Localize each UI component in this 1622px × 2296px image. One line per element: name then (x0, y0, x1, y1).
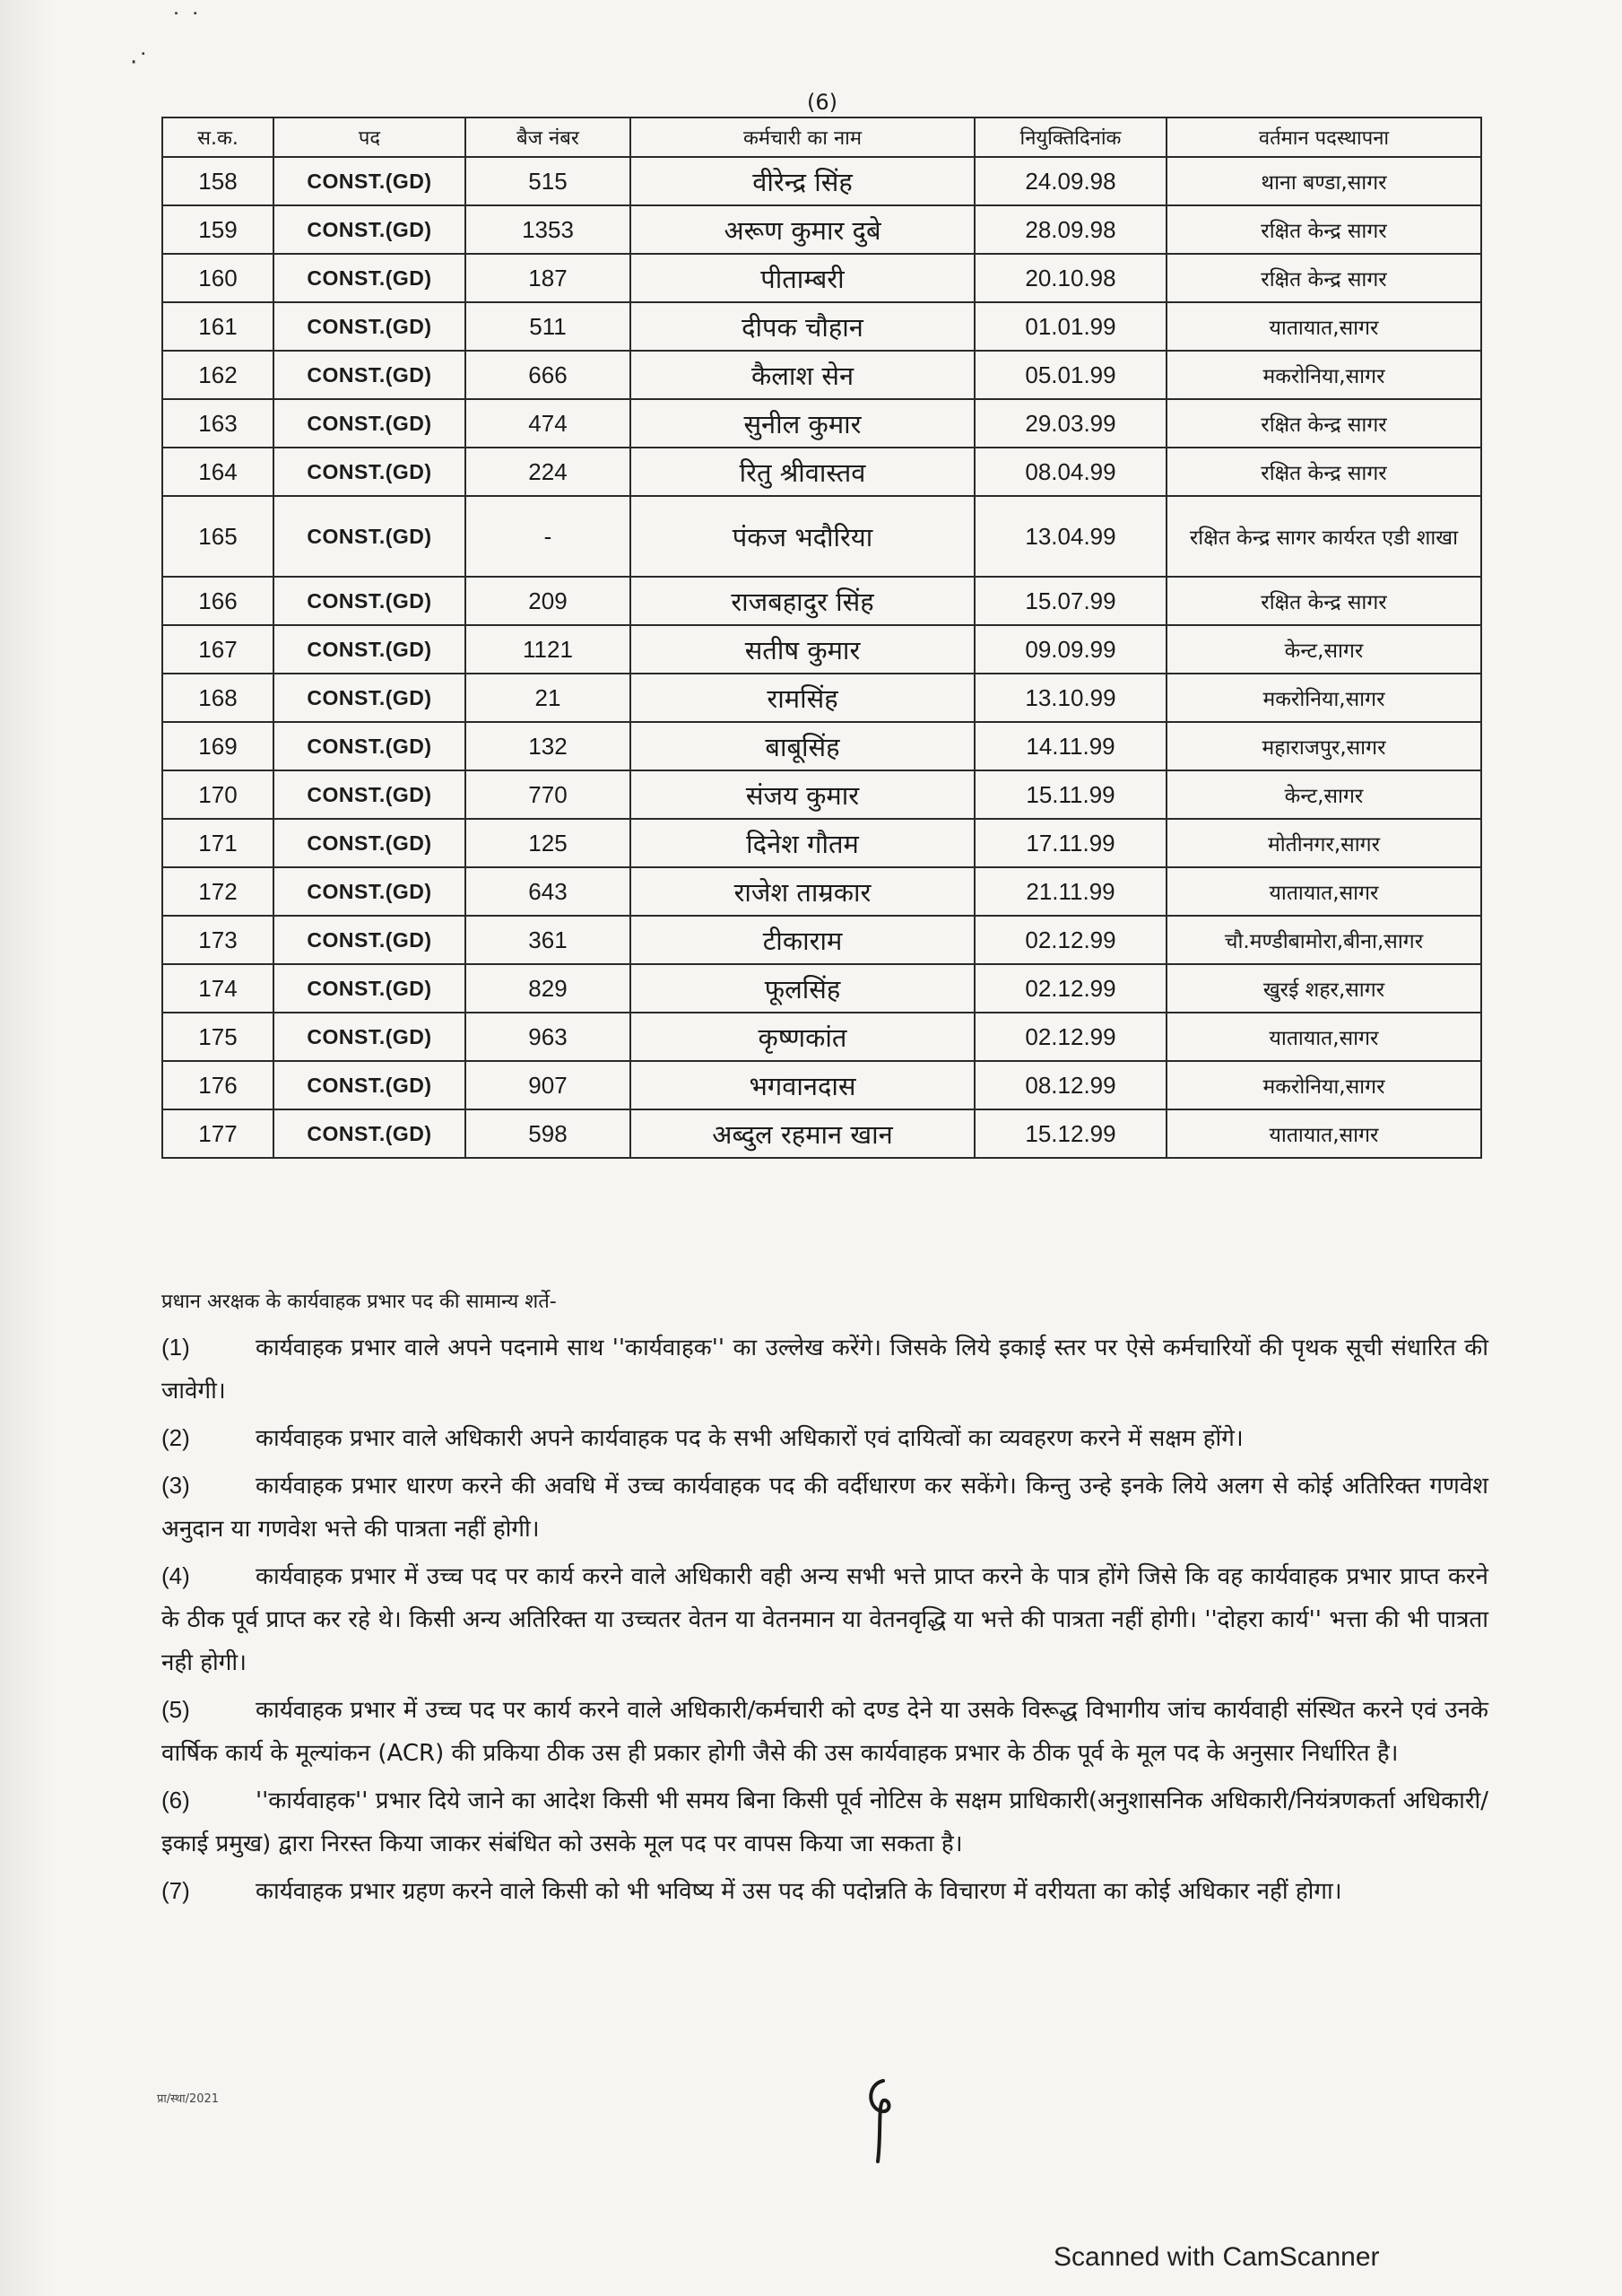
cell-serial: 177 (162, 1109, 273, 1158)
condition-item (161, 1869, 1488, 1913)
header-current-posting: वर्तमान पदस्थापना (1167, 117, 1481, 157)
cell-badge: 515 (465, 157, 630, 205)
cell-post: CONST.(GD) (273, 770, 465, 819)
cell-badge: 1353 (465, 205, 630, 254)
cell-post: CONST.(GD) (273, 674, 465, 722)
table-row (162, 496, 1481, 577)
condition-number: (2) (161, 1424, 190, 1451)
condition-item (161, 1464, 1488, 1551)
header-post: पद (273, 117, 465, 157)
cell-post: CONST.(GD) (273, 399, 465, 448)
cell-serial: 160 (162, 254, 273, 302)
cell-post: CONST.(GD) (273, 867, 465, 916)
cell-badge: 1121 (465, 625, 630, 674)
cell-name: सतीष कुमार (630, 625, 975, 674)
cell-badge: 511 (465, 302, 630, 351)
cell-date: 21.11.99 (975, 867, 1167, 916)
cell-name: पंकज भदौरिया (630, 496, 975, 577)
cell-badge: 474 (465, 399, 630, 448)
cell-posting: महाराजपुर,सागर (1167, 722, 1481, 770)
cell-badge: 187 (465, 254, 630, 302)
table-row (162, 1109, 1481, 1158)
cell-posting: मकरोनिया,सागर (1167, 1061, 1481, 1109)
cell-date: 09.09.99 (975, 625, 1167, 674)
cell-date: 24.09.98 (975, 157, 1167, 205)
cell-name: दीपक चौहान (630, 302, 975, 351)
cell-serial: 176 (162, 1061, 273, 1109)
cell-post: CONST.(GD) (273, 916, 465, 964)
cell-name: राजेश ताम्रकार (630, 867, 975, 916)
cell-posting: मकरोनिया,सागर (1167, 351, 1481, 399)
cell-badge: 829 (465, 964, 630, 1013)
conditions-list (161, 1326, 1488, 1913)
condition-item (161, 1554, 1488, 1684)
condition-item (161, 1326, 1488, 1413)
cell-date: 05.01.99 (975, 351, 1167, 399)
table-row (162, 399, 1481, 448)
cell-serial: 162 (162, 351, 273, 399)
cell-posting: केन्ट,सागर (1167, 625, 1481, 674)
cell-badge: 598 (465, 1109, 630, 1158)
cell-badge: 125 (465, 819, 630, 867)
cell-name: रितु श्रीवास्तव (630, 448, 975, 496)
cell-date: 15.11.99 (975, 770, 1167, 819)
header-appointment-date: नियुक्तिदिनांक (975, 117, 1167, 157)
cell-serial: 158 (162, 157, 273, 205)
cell-name: बाबूसिंह (630, 722, 975, 770)
cell-name: अब्दुल रहमान खान (630, 1109, 975, 1158)
cell-serial: 159 (162, 205, 273, 254)
table-row (162, 770, 1481, 819)
cell-name: वीरेन्द्र सिंह (630, 157, 975, 205)
cell-serial: 164 (162, 448, 273, 496)
cell-posting: चौ.मण्डीबामोरा,बीना,सागर (1167, 916, 1481, 964)
cell-date: 29.03.99 (975, 399, 1167, 448)
table-row (162, 577, 1481, 625)
cell-post: CONST.(GD) (273, 302, 465, 351)
cell-name: कैलाश सेन (630, 351, 975, 399)
table-row (162, 448, 1481, 496)
condition-text: कार्यवाहक प्रभार में उच्च पद पर कार्य करने वाले अधिकारी/कर्मचारी को दण्ड देने या उसके विरूद्ध विभागीय जांच कार्यवाही संस्थित करने एवं उनके वार्षिक कार्य के मूल्यांकन (ACR) की प्रकिया ठीक उस ही प्रकार होगी जैसे की उस कार्यवाहक प्रभार के ठीक पूर्व के मूल पद के अनुसार निर्धारित है। (161, 1697, 1488, 1767)
table-row (162, 205, 1481, 254)
cell-badge: 666 (465, 351, 630, 399)
cell-posting: रक्षित केन्द्र सागर कार्यरत एडी शाखा (1167, 496, 1481, 577)
table-row (162, 625, 1481, 674)
conditions-heading: प्रधान अरक्षक के कार्यवाहक प्रभार पद की सामान्य शर्ते- (161, 1291, 557, 1313)
cell-serial: 171 (162, 819, 273, 867)
document-code: प्रा/स्था/2021 (157, 2092, 220, 2106)
cell-date: 15.12.99 (975, 1109, 1167, 1158)
cell-serial: 169 (162, 722, 273, 770)
cell-serial: 170 (162, 770, 273, 819)
cell-post: CONST.(GD) (273, 1061, 465, 1109)
cell-posting: रक्षित केन्द्र सागर (1167, 448, 1481, 496)
cell-post: CONST.(GD) (273, 625, 465, 674)
cell-posting: मोतीनगर,सागर (1167, 819, 1481, 867)
cell-serial: 173 (162, 916, 273, 964)
table-row (162, 351, 1481, 399)
cell-name: संजय कुमार (630, 770, 975, 819)
handwritten-signature (856, 2072, 910, 2170)
cell-date: 20.10.98 (975, 254, 1167, 302)
condition-text: कार्यवाहक प्रभार में उच्च पद पर कार्य करने वाले अधिकारी वही अन्य सभी भत्ते प्राप्त करने के पात्र होंगे जिसे कि वह कार्यवाहक प्रभार प्राप्त करने के ठीक पूर्व प्राप्त कर रहे थे। किसी अन्य अतिरिक्त या उच्चतर वेतन या वेतनमान या वेतनवृद्धि या भत्ते की पात्रता नहीं होगी। ''दोहरा कार्य'' भत्ता की भी पात्रता नही होगी। (161, 1563, 1488, 1676)
cell-badge: 770 (465, 770, 630, 819)
scan-speck: ˙ ˙ (170, 9, 202, 36)
cell-name: भगवानदास (630, 1061, 975, 1109)
cell-name: राजबहादुर सिंह (630, 577, 975, 625)
cell-serial: 163 (162, 399, 273, 448)
cell-serial: 161 (162, 302, 273, 351)
condition-text: कार्यवाहक प्रभार धारण करने की अवधि में उच्च कार्यवाहक पद की वर्दीधारण कर सकेंगे। किन्तु उन्हे इनके लिये अलग से कोई अतिरिक्त गणवेश अनुदान या गणवेश भत्ते की पात्रता नहीं होगी। (161, 1473, 1488, 1543)
scan-edge-shadow (0, 0, 54, 2296)
cell-posting: मकरोनिया,सागर (1167, 674, 1481, 722)
cell-date: 08.12.99 (975, 1061, 1167, 1109)
table-row (162, 916, 1481, 964)
cell-posting: रक्षित केन्द्र सागर (1167, 577, 1481, 625)
general-conditions-section (161, 1281, 1488, 1917)
condition-number: (7) (161, 1877, 190, 1904)
scanner-watermark: Scanned with CamScanner (1054, 2242, 1380, 2272)
cell-badge: 224 (465, 448, 630, 496)
table-body (162, 157, 1481, 1158)
cell-date: 17.11.99 (975, 819, 1167, 867)
table-row (162, 964, 1481, 1013)
cell-posting: रक्षित केन्द्र सागर (1167, 254, 1481, 302)
table-row (162, 674, 1481, 722)
table-row (162, 157, 1481, 205)
scan-speck: ·˙ (130, 49, 150, 76)
cell-posting: केन्ट,सागर (1167, 770, 1481, 819)
cell-name: फूलसिंह (630, 964, 975, 1013)
cell-posting: यातायात,सागर (1167, 867, 1481, 916)
cell-posting: यातायात,सागर (1167, 1013, 1481, 1061)
cell-name: कृष्णकांत (630, 1013, 975, 1061)
cell-posting: रक्षित केन्द्र सागर (1167, 205, 1481, 254)
cell-post: CONST.(GD) (273, 351, 465, 399)
cell-name: सुनील कुमार (630, 399, 975, 448)
table-row (162, 819, 1481, 867)
cell-posting: यातायात,सागर (1167, 302, 1481, 351)
cell-name: दिनेश गौतम (630, 819, 975, 867)
condition-text: कार्यवाहक प्रभार वाले अधिकारी अपने कार्यवाहक पद के सभी अधिकारों एवं दायित्वों का व्यवहरण करने में सक्षम होंगे। (256, 1425, 1244, 1452)
cell-posting: खुरई शहर,सागर (1167, 964, 1481, 1013)
header-name: कर्मचारी का नाम (630, 117, 975, 157)
cell-post: CONST.(GD) (273, 1013, 465, 1061)
table-row (162, 722, 1481, 770)
table-header-row (162, 117, 1481, 157)
cell-date: 13.10.99 (975, 674, 1167, 722)
condition-number: (5) (161, 1696, 190, 1723)
condition-number: (4) (161, 1562, 190, 1589)
cell-serial: 167 (162, 625, 273, 674)
cell-posting: रक्षित केन्द्र सागर (1167, 399, 1481, 448)
cell-serial: 174 (162, 964, 273, 1013)
staff-posting-table (161, 117, 1482, 1159)
condition-number: (6) (161, 1787, 190, 1813)
condition-text: कार्यवाहक प्रभार ग्रहण करने वाले किसी को भी भविष्य में उस पद की पदोन्नति के विचारण में वरीयता का कोई अधिकार नहीं होगा। (256, 1878, 1342, 1905)
cell-post: CONST.(GD) (273, 819, 465, 867)
cell-serial: 165 (162, 496, 273, 577)
condition-number: (1) (161, 1334, 190, 1361)
cell-badge: 361 (465, 916, 630, 964)
cell-date: 13.04.99 (975, 496, 1167, 577)
cell-post: CONST.(GD) (273, 205, 465, 254)
cell-badge: 907 (465, 1061, 630, 1109)
cell-badge: 963 (465, 1013, 630, 1061)
cell-badge: 21 (465, 674, 630, 722)
cell-date: 28.09.98 (975, 205, 1167, 254)
cell-badge: - (465, 496, 630, 577)
table-row (162, 302, 1481, 351)
cell-post: CONST.(GD) (273, 722, 465, 770)
cell-serial: 168 (162, 674, 273, 722)
cell-badge: 132 (465, 722, 630, 770)
cell-date: 08.04.99 (975, 448, 1167, 496)
cell-posting: यातायात,सागर (1167, 1109, 1481, 1158)
cell-serial: 175 (162, 1013, 273, 1061)
header-badge: बैज नंबर (465, 117, 630, 157)
table-row (162, 867, 1481, 916)
cell-badge: 643 (465, 867, 630, 916)
table-row (162, 1061, 1481, 1109)
cell-date: 02.12.99 (975, 1013, 1167, 1061)
condition-text: ''कार्यवाहक'' प्रभार दिये जाने का आदेश किसी भी समय बिना किसी पूर्व नोटिस के सक्षम प्राधिकारी(अनुशासनिक अधिकारी/नियंत्रणकर्ता अधिकारी/इकाई प्रमुख) द्वारा निरस्त किया जाकर संबंधित को उसके मूल पद पर वापस किया जा सकता है। (161, 1787, 1488, 1857)
condition-item (161, 1779, 1488, 1866)
cell-serial: 172 (162, 867, 273, 916)
condition-item (161, 1416, 1488, 1460)
cell-date: 02.12.99 (975, 964, 1167, 1013)
cell-post: CONST.(GD) (273, 1109, 465, 1158)
cell-name: टीकाराम (630, 916, 975, 964)
header-serial: स.क. (162, 117, 273, 157)
cell-serial: 166 (162, 577, 273, 625)
cell-date: 15.07.99 (975, 577, 1167, 625)
cell-date: 14.11.99 (975, 722, 1167, 770)
cell-posting: थाना बण्डा,सागर (1167, 157, 1481, 205)
cell-name: पीताम्बरी (630, 254, 975, 302)
cell-post: CONST.(GD) (273, 448, 465, 496)
cell-name: अरूण कुमार दुबे (630, 205, 975, 254)
cell-post: CONST.(GD) (273, 254, 465, 302)
cell-date: 01.01.99 (975, 302, 1167, 351)
cell-name: रामसिंह (630, 674, 975, 722)
page-number: (6) (807, 90, 837, 115)
table-row (162, 1013, 1481, 1061)
cell-post: CONST.(GD) (273, 964, 465, 1013)
cell-badge: 209 (465, 577, 630, 625)
cell-post: CONST.(GD) (273, 157, 465, 205)
condition-text: कार्यवाहक प्रभार वाले अपने पदनामे साथ ''कार्यवाहक'' का उल्लेख करेंगे। जिसके लिये इकाई स्तर पर ऐसे कर्मचारियों की पृथक सूची संधारित की जावेगी। (161, 1335, 1488, 1405)
condition-number: (3) (161, 1472, 190, 1499)
cell-date: 02.12.99 (975, 916, 1167, 964)
cell-post: CONST.(GD) (273, 496, 465, 577)
condition-item (161, 1688, 1488, 1775)
cell-post: CONST.(GD) (273, 577, 465, 625)
table-row (162, 254, 1481, 302)
